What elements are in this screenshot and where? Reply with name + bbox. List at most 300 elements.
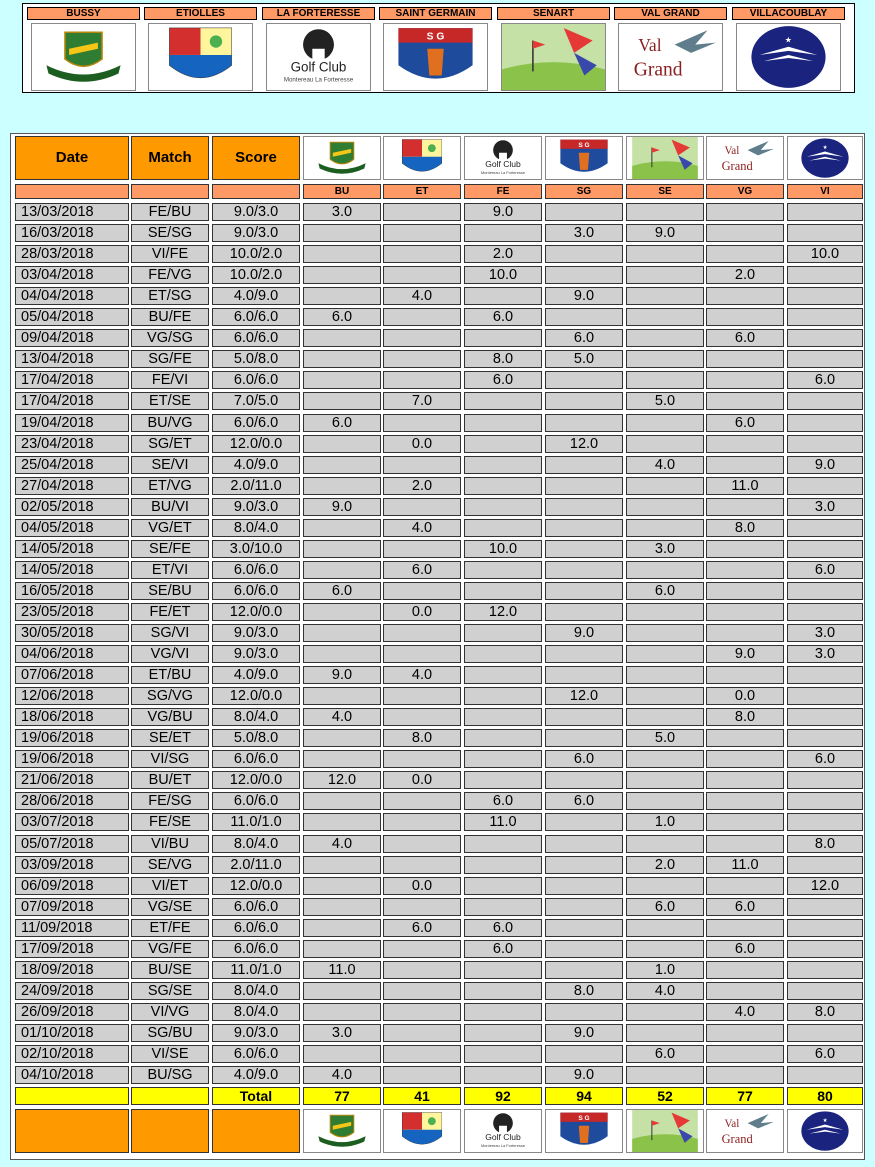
match-pair: VI/BU bbox=[131, 835, 209, 853]
club-points-cell bbox=[626, 750, 704, 768]
club-points-cell bbox=[706, 1045, 784, 1063]
club-points-cell bbox=[706, 245, 784, 263]
club-points-cell bbox=[706, 603, 784, 621]
club-points-cell bbox=[706, 540, 784, 558]
match-pair: VI/ET bbox=[131, 877, 209, 895]
club-points-cell: 3.0 bbox=[787, 624, 863, 642]
club-points-cell bbox=[545, 856, 623, 874]
club-abbr: VI bbox=[787, 184, 863, 199]
club-points-cell bbox=[626, 603, 704, 621]
svg-text:Val: Val bbox=[638, 34, 662, 55]
match-score: 6.0/6.0 bbox=[212, 898, 300, 916]
club-points-cell bbox=[787, 603, 863, 621]
match-date: 03/07/2018 bbox=[15, 813, 129, 831]
svg-text:★: ★ bbox=[822, 1117, 828, 1124]
match-score: 11.0/1.0 bbox=[212, 813, 300, 831]
match-date: 19/06/2018 bbox=[15, 750, 129, 768]
club-points-cell: 8.0 bbox=[706, 519, 784, 537]
club-points-cell: 6.0 bbox=[706, 940, 784, 958]
match-score: 6.0/6.0 bbox=[212, 414, 300, 432]
club-points-cell bbox=[545, 729, 623, 747]
club-points-cell bbox=[383, 308, 461, 326]
val-grand-heron-icon bbox=[706, 136, 784, 180]
club-points-cell: 6.0 bbox=[464, 940, 542, 958]
match-pair: VI/SE bbox=[131, 1045, 209, 1063]
club-points-cell bbox=[464, 224, 542, 242]
match-date: 23/05/2018 bbox=[15, 603, 129, 621]
club-points-cell bbox=[464, 456, 542, 474]
match-pair: VG/SG bbox=[131, 329, 209, 347]
match-pair: ET/VI bbox=[131, 561, 209, 579]
total-spacer bbox=[15, 1087, 129, 1105]
match-pair: SG/VG bbox=[131, 687, 209, 705]
club-points-cell bbox=[545, 456, 623, 474]
match-date: 13/04/2018 bbox=[15, 350, 129, 368]
club-points-cell: 1.0 bbox=[626, 813, 704, 831]
club-points-cell bbox=[626, 708, 704, 726]
club-points-cell: 6.0 bbox=[706, 414, 784, 432]
club-points-cell bbox=[706, 392, 784, 410]
club-points-cell: 5.0 bbox=[545, 350, 623, 368]
club-abbr: SG bbox=[545, 184, 623, 199]
match-date: 17/09/2018 bbox=[15, 940, 129, 958]
club-points-cell bbox=[787, 203, 863, 221]
club-points-cell: 6.0 bbox=[303, 308, 381, 326]
club-points-cell bbox=[303, 519, 381, 537]
club-points-cell bbox=[787, 919, 863, 937]
club-points-cell bbox=[383, 203, 461, 221]
club-points-cell bbox=[545, 961, 623, 979]
match-date: 28/06/2018 bbox=[15, 792, 129, 810]
bussy-crest-icon bbox=[31, 23, 136, 91]
club-points-cell bbox=[706, 224, 784, 242]
club-points-cell bbox=[626, 203, 704, 221]
club-points-cell bbox=[303, 392, 381, 410]
club-points-cell bbox=[706, 771, 784, 789]
club-points-cell: 10.0 bbox=[787, 245, 863, 263]
club-points-cell bbox=[626, 940, 704, 958]
club-points-cell: 3.0 bbox=[787, 645, 863, 663]
footer-spacer bbox=[212, 1109, 300, 1153]
club-points-cell: 1.0 bbox=[626, 961, 704, 979]
club-points-cell bbox=[545, 371, 623, 389]
club-points-cell bbox=[787, 792, 863, 810]
club-points-cell: 6.0 bbox=[706, 898, 784, 916]
club-points-cell bbox=[383, 898, 461, 916]
club-points-cell bbox=[303, 540, 381, 558]
club-points-cell bbox=[787, 856, 863, 874]
club-points-cell: 6.0 bbox=[545, 329, 623, 347]
match-date: 03/04/2018 bbox=[15, 266, 129, 284]
club-points-cell bbox=[626, 687, 704, 705]
club-points-cell bbox=[626, 771, 704, 789]
match-date: 17/04/2018 bbox=[15, 371, 129, 389]
match-date: 24/09/2018 bbox=[15, 982, 129, 1000]
header-spacer bbox=[131, 184, 209, 199]
club-points-cell bbox=[464, 708, 542, 726]
club-points-cell bbox=[464, 582, 542, 600]
saint-germain-shield-icon bbox=[545, 136, 623, 180]
match-date: 17/04/2018 bbox=[15, 392, 129, 410]
club-abbr: VG bbox=[706, 184, 784, 199]
villacoublay-wings-icon bbox=[787, 136, 863, 180]
club-card[interactable] bbox=[497, 7, 610, 91]
club-points-cell: 8.0 bbox=[464, 350, 542, 368]
footer-spacer bbox=[131, 1109, 209, 1153]
club-points-cell: 8.0 bbox=[787, 835, 863, 853]
club-points-cell bbox=[383, 1003, 461, 1021]
svg-text:Golf Club: Golf Club bbox=[485, 159, 521, 170]
club-points-cell: 0.0 bbox=[383, 435, 461, 453]
svg-text:Grand: Grand bbox=[633, 59, 683, 81]
club-points-cell: 6.0 bbox=[626, 898, 704, 916]
club-points-cell: 10.0 bbox=[464, 266, 542, 284]
svg-text:Montereau La Forteresse: Montereau La Forteresse bbox=[480, 1142, 526, 1148]
match-score: 9.0/3.0 bbox=[212, 203, 300, 221]
match-date: 16/05/2018 bbox=[15, 582, 129, 600]
match-pair: FE/BU bbox=[131, 203, 209, 221]
club-points-cell bbox=[626, 561, 704, 579]
match-pair: SE/BU bbox=[131, 582, 209, 600]
club-name: VILLACOUBLAY bbox=[732, 7, 845, 20]
match-score: 6.0/6.0 bbox=[212, 919, 300, 937]
match-pair: SG/BU bbox=[131, 1024, 209, 1042]
club-points-cell bbox=[706, 813, 784, 831]
club-points-cell bbox=[787, 666, 863, 684]
club-points-cell bbox=[545, 308, 623, 326]
club-points-cell bbox=[303, 371, 381, 389]
club-points-cell: 6.0 bbox=[545, 750, 623, 768]
etiolles-shield-icon bbox=[383, 136, 461, 180]
match-pair: SG/SE bbox=[131, 982, 209, 1000]
senart-flag-icon bbox=[626, 136, 704, 180]
svg-text:Golf Club: Golf Club bbox=[485, 1132, 521, 1143]
match-date: 01/10/2018 bbox=[15, 1024, 129, 1042]
match-pair: VG/ET bbox=[131, 519, 209, 537]
club-points-cell: 5.0 bbox=[626, 392, 704, 410]
senart-flag-icon bbox=[501, 23, 606, 91]
club-points-cell bbox=[464, 666, 542, 684]
results-table bbox=[10, 133, 865, 1160]
club-points-cell bbox=[303, 877, 381, 895]
club-points-cell bbox=[464, 287, 542, 305]
club-points-cell: 4.0 bbox=[303, 708, 381, 726]
club-points-cell bbox=[383, 708, 461, 726]
match-date: 02/05/2018 bbox=[15, 498, 129, 516]
club-points-cell: 7.0 bbox=[383, 392, 461, 410]
club-points-cell: 6.0 bbox=[626, 582, 704, 600]
club-points-cell bbox=[464, 1045, 542, 1063]
match-date: 05/04/2018 bbox=[15, 308, 129, 326]
club-points-cell bbox=[464, 561, 542, 579]
club-points-cell bbox=[383, 498, 461, 516]
club-points-cell: 2.0 bbox=[626, 856, 704, 874]
club-points-cell: 9.0 bbox=[545, 1024, 623, 1042]
match-score: 11.0/1.0 bbox=[212, 961, 300, 979]
match-date: 07/06/2018 bbox=[15, 666, 129, 684]
match-date: 12/06/2018 bbox=[15, 687, 129, 705]
club-points-cell bbox=[706, 750, 784, 768]
club-points-cell bbox=[464, 898, 542, 916]
club-points-cell: 12.0 bbox=[464, 603, 542, 621]
club-points-cell bbox=[706, 1024, 784, 1042]
club-points-cell bbox=[383, 266, 461, 284]
club-points-cell bbox=[464, 414, 542, 432]
club-points-cell bbox=[303, 603, 381, 621]
club-points-cell: 9.0 bbox=[626, 224, 704, 242]
club-points-cell bbox=[383, 1066, 461, 1084]
club-points-cell bbox=[787, 266, 863, 284]
club-points-cell bbox=[706, 371, 784, 389]
club-points-cell: 6.0 bbox=[787, 750, 863, 768]
club-points-cell: 6.0 bbox=[383, 919, 461, 937]
club-points-cell bbox=[383, 645, 461, 663]
club-points-cell bbox=[706, 203, 784, 221]
club-points-cell bbox=[383, 961, 461, 979]
match-score: 12.0/0.0 bbox=[212, 877, 300, 895]
club-points-cell bbox=[464, 1066, 542, 1084]
club-points-cell bbox=[706, 1066, 784, 1084]
club-points-cell bbox=[706, 435, 784, 453]
match-score: 8.0/4.0 bbox=[212, 835, 300, 853]
club-total: 52 bbox=[626, 1087, 704, 1105]
match-pair: BU/FE bbox=[131, 308, 209, 326]
club-points-cell bbox=[787, 898, 863, 916]
match-date: 23/04/2018 bbox=[15, 435, 129, 453]
club-points-cell bbox=[545, 898, 623, 916]
club-points-cell bbox=[626, 414, 704, 432]
match-score: 5.0/8.0 bbox=[212, 350, 300, 368]
match-score: 3.0/10.0 bbox=[212, 540, 300, 558]
match-pair: ET/SE bbox=[131, 392, 209, 410]
club-abbr: BU bbox=[303, 184, 381, 199]
club-name: SAINT GERMAIN bbox=[379, 7, 492, 20]
club-points-cell: 11.0 bbox=[706, 477, 784, 495]
club-points-cell: 12.0 bbox=[787, 877, 863, 895]
match-score: 12.0/0.0 bbox=[212, 771, 300, 789]
club-points-cell bbox=[787, 519, 863, 537]
match-pair: SE/VI bbox=[131, 456, 209, 474]
club-card[interactable] bbox=[732, 7, 845, 91]
match-pair: BU/VG bbox=[131, 414, 209, 432]
club-points-cell bbox=[626, 287, 704, 305]
club-points-cell bbox=[706, 456, 784, 474]
match-date: 18/06/2018 bbox=[15, 708, 129, 726]
club-points-cell bbox=[787, 1066, 863, 1084]
club-points-cell bbox=[545, 708, 623, 726]
club-points-cell: 9.0 bbox=[545, 624, 623, 642]
match-date: 14/05/2018 bbox=[15, 561, 129, 579]
club-points-cell bbox=[303, 624, 381, 642]
match-pair: SG/VI bbox=[131, 624, 209, 642]
club-points-cell bbox=[626, 1003, 704, 1021]
match-score: 9.0/3.0 bbox=[212, 645, 300, 663]
match-date: 19/04/2018 bbox=[15, 414, 129, 432]
club-points-cell bbox=[545, 919, 623, 937]
club-points-cell bbox=[383, 245, 461, 263]
club-total: 92 bbox=[464, 1087, 542, 1105]
match-score: 6.0/6.0 bbox=[212, 308, 300, 326]
match-pair: FE/SG bbox=[131, 792, 209, 810]
match-pair: SG/ET bbox=[131, 435, 209, 453]
match-score: 7.0/5.0 bbox=[212, 392, 300, 410]
match-date: 09/04/2018 bbox=[15, 329, 129, 347]
club-points-cell: 6.0 bbox=[303, 582, 381, 600]
club-card[interactable] bbox=[614, 7, 727, 91]
club-points-cell bbox=[545, 813, 623, 831]
header-spacer bbox=[212, 184, 300, 199]
club-points-cell: 8.0 bbox=[787, 1003, 863, 1021]
club-points-cell bbox=[303, 919, 381, 937]
match-pair: SG/FE bbox=[131, 350, 209, 368]
club-points-cell bbox=[383, 371, 461, 389]
club-points-cell bbox=[787, 392, 863, 410]
club-points-cell: 6.0 bbox=[787, 561, 863, 579]
match-score: 6.0/6.0 bbox=[212, 329, 300, 347]
total-spacer bbox=[131, 1087, 209, 1105]
saint-germain-shield-icon bbox=[545, 1109, 623, 1153]
club-points-cell bbox=[464, 329, 542, 347]
club-points-cell bbox=[545, 1003, 623, 1021]
match-score: 6.0/6.0 bbox=[212, 561, 300, 579]
club-points-cell: 10.0 bbox=[464, 540, 542, 558]
match-date: 04/06/2018 bbox=[15, 645, 129, 663]
club-points-cell bbox=[787, 477, 863, 495]
club-points-cell bbox=[383, 582, 461, 600]
forteresse-golf-ball-icon bbox=[464, 136, 542, 180]
club-name: ETIOLLES bbox=[144, 7, 257, 20]
svg-text:★: ★ bbox=[822, 144, 828, 151]
club-points-cell bbox=[545, 582, 623, 600]
club-points-cell bbox=[383, 940, 461, 958]
club-points-cell: 4.0 bbox=[303, 1066, 381, 1084]
club-points-cell bbox=[626, 666, 704, 684]
svg-text:Grand: Grand bbox=[721, 158, 753, 173]
club-points-cell: 9.0 bbox=[545, 287, 623, 305]
club-points-cell bbox=[383, 1024, 461, 1042]
club-points-cell bbox=[303, 813, 381, 831]
header-score: Score bbox=[212, 136, 300, 180]
header-spacer bbox=[15, 184, 129, 199]
match-pair: FE/VI bbox=[131, 371, 209, 389]
club-points-cell bbox=[383, 687, 461, 705]
match-score: 2.0/11.0 bbox=[212, 856, 300, 874]
club-points-cell bbox=[626, 350, 704, 368]
match-pair: SE/FE bbox=[131, 540, 209, 558]
club-name: BUSSY bbox=[27, 7, 140, 20]
club-points-cell bbox=[545, 266, 623, 284]
club-card[interactable] bbox=[379, 7, 492, 91]
club-points-cell bbox=[626, 877, 704, 895]
club-points-cell bbox=[787, 940, 863, 958]
val-grand-heron-icon bbox=[706, 1109, 784, 1153]
club-points-cell bbox=[383, 624, 461, 642]
club-points-cell bbox=[626, 266, 704, 284]
total-label: Total bbox=[212, 1087, 300, 1105]
club-abbr: FE bbox=[464, 184, 542, 199]
club-points-cell: 4.0 bbox=[383, 287, 461, 305]
club-points-cell bbox=[303, 792, 381, 810]
match-date: 07/09/2018 bbox=[15, 898, 129, 916]
club-points-cell: 0.0 bbox=[383, 603, 461, 621]
club-points-cell: 12.0 bbox=[545, 435, 623, 453]
svg-text:Val: Val bbox=[724, 1118, 740, 1131]
club-points-cell bbox=[706, 919, 784, 937]
match-pair: SE/SG bbox=[131, 224, 209, 242]
match-pair: ET/SG bbox=[131, 287, 209, 305]
forteresse-golf-ball-icon bbox=[266, 23, 371, 91]
club-points-cell: 9.0 bbox=[545, 1066, 623, 1084]
match-pair: FE/ET bbox=[131, 603, 209, 621]
club-points-cell bbox=[464, 624, 542, 642]
club-points-cell: 3.0 bbox=[545, 224, 623, 242]
match-date: 05/07/2018 bbox=[15, 835, 129, 853]
club-points-cell bbox=[787, 287, 863, 305]
club-card[interactable] bbox=[262, 7, 375, 91]
match-score: 6.0/6.0 bbox=[212, 792, 300, 810]
match-pair: BU/ET bbox=[131, 771, 209, 789]
club-points-cell: 6.0 bbox=[464, 371, 542, 389]
club-points-cell bbox=[464, 1024, 542, 1042]
club-points-cell bbox=[383, 856, 461, 874]
match-date: 04/05/2018 bbox=[15, 519, 129, 537]
club-points-cell bbox=[626, 624, 704, 642]
match-date: 06/09/2018 bbox=[15, 877, 129, 895]
club-total: 80 bbox=[787, 1087, 863, 1105]
club-points-cell bbox=[303, 266, 381, 284]
match-score: 9.0/3.0 bbox=[212, 498, 300, 516]
club-points-cell bbox=[626, 308, 704, 326]
villacoublay-wings-icon bbox=[787, 1109, 863, 1153]
club-points-cell bbox=[303, 329, 381, 347]
match-pair: ET/FE bbox=[131, 919, 209, 937]
club-points-cell bbox=[626, 645, 704, 663]
match-date: 27/04/2018 bbox=[15, 477, 129, 495]
club-points-cell bbox=[787, 961, 863, 979]
club-points-cell: 6.0 bbox=[464, 792, 542, 810]
club-points-cell bbox=[706, 982, 784, 1000]
club-points-cell bbox=[787, 329, 863, 347]
club-points-cell bbox=[303, 456, 381, 474]
match-pair: VI/FE bbox=[131, 245, 209, 263]
match-score: 4.0/9.0 bbox=[212, 1066, 300, 1084]
club-points-cell bbox=[706, 729, 784, 747]
club-points-cell bbox=[383, 329, 461, 347]
club-points-cell bbox=[545, 519, 623, 537]
club-points-cell: 6.0 bbox=[545, 792, 623, 810]
club-points-cell bbox=[545, 477, 623, 495]
saint-germain-shield-icon bbox=[383, 23, 488, 91]
club-card[interactable] bbox=[144, 7, 257, 91]
club-points-cell bbox=[626, 245, 704, 263]
club-name: LA FORTERESSE bbox=[262, 7, 375, 20]
etiolles-shield-icon bbox=[383, 1109, 461, 1153]
match-date: 30/05/2018 bbox=[15, 624, 129, 642]
club-points-cell bbox=[303, 1003, 381, 1021]
match-date: 25/04/2018 bbox=[15, 456, 129, 474]
club-points-cell bbox=[464, 961, 542, 979]
club-points-cell: 4.0 bbox=[626, 456, 704, 474]
club-points-cell bbox=[787, 687, 863, 705]
club-points-cell bbox=[545, 414, 623, 432]
club-points-cell: 11.0 bbox=[464, 813, 542, 831]
club-points-cell bbox=[545, 771, 623, 789]
club-points-cell: 2.0 bbox=[706, 266, 784, 284]
club-card[interactable] bbox=[27, 7, 140, 91]
club-points-cell bbox=[464, 687, 542, 705]
club-points-cell: 2.0 bbox=[383, 477, 461, 495]
club-points-cell: 6.0 bbox=[464, 308, 542, 326]
